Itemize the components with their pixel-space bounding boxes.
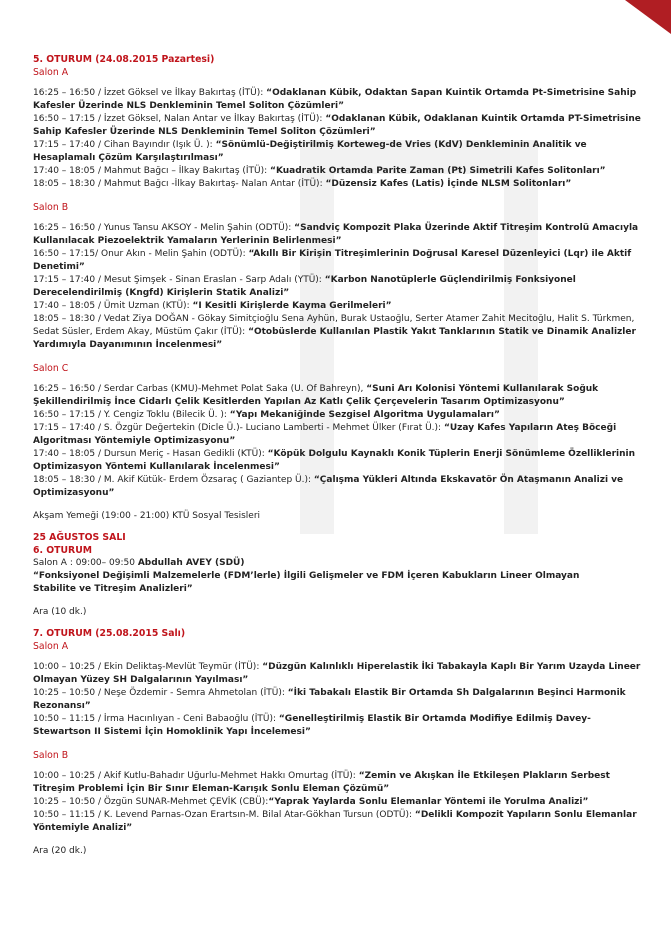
program-entry: 17:40 – 18:05 / Dursun Meriç - Hasan Gedikli (KTÜ): “Köpük Dolgulu Kaynaklı Konik Tüplerin Enerji Sönümleme Özelliklerinin Optimizasyon Yöntemi Kullanılarak İncelenmesi” [33, 449, 636, 472]
salon-b-label: Salon B [33, 202, 69, 213]
program-entry: 18:05 – 18:30 / M. Akif Kütük- Erdem Özsaraç ( Gaziantep Ü.): “Çalışma Yükleri Altında Ekskavatör Ön Ataşmanın Analizi ve Optimizasyonu” [33, 475, 624, 498]
program-entry: 16:25 – 16:50 / Serdar Carbas (KMU)-Mehmet Polat Saka (U. Of Bahreyn), “Suni Arı Kolonisi Yöntemi Kullanılarak Soğuk Şekillendirilmiş İnce Cidarlı Çelik Kesitlerden Yapılan Az Katlı Çelik Çerçevelerin Tasarım Optimizasyonu” [33, 384, 599, 407]
salon-a-label: Salon A [33, 67, 69, 78]
program-entry: 10:50 – 11:15 / K. Levend Parnas-Ozan Erartsın-M. Bilal Atar-Gökhan Tursun (ODTÜ): “Delikli Kompozit Yapıların Sonlu Elemanlar Yöntemiyle Analizi” [33, 810, 637, 833]
session-5-title: 5. OTURUM (24.08.2015 Pazartesi) [33, 54, 215, 65]
program-entry: 17:15 – 17:40 / Mesut Şimşek - Sinan Eraslan - Sarp Adalı (YTÜ): “Karbon Nanotüplerle Güçlendirilmiş Fonksiyonel Derecelendirilmiş (Kngfd) Kirişlerin Statik Analizi” [33, 275, 576, 298]
program-entry: 16:50 – 17:15 / Y. Cengiz Toklu (Bilecik Ü. ): “Yapı Mekaniğinde Sezgisel Algoritma Uygulamaları” [33, 410, 500, 420]
program-entry: 10:00 – 10:25 / Akif Kutlu-Bahadır Uğurlu-Mehmet Hakkı Omurtag (İTÜ): “Zemin ve Akışkan İle Etkileşen Plakların Serbest Titreşim Problemi İçin Bir Sınır Eleman-Karışık Sonlu Eleman Çözümü” [33, 771, 610, 794]
break-note: Ara (20 dk.) [33, 846, 87, 856]
program-entry: 17:40 – 18:05 / Mahmut Bağcı – İlkay Bakırtaş (İTÜ): “Kuadratik Ortamda Parite Zaman (Pt) Simetrili Kafes Solitonları” [33, 166, 606, 176]
keynote-line: Salon A : 09:00– 09:50 Abdullah AVEY (SDÜ) [33, 558, 245, 568]
program-entry: 16:50 – 17:15 / İzzet Göksel, Nalan Antar ve İlkay Bakırtaş (İTÜ): “Odaklanan Kübik, Odaklanan Kuintik Ortamda PT-Simetrisine Sahip Kafesler Üzerinde NLS Denkleminin Temel Soliton Çözümleri” [33, 114, 641, 137]
day-title: 25 AĞUSTOS SALI [33, 532, 126, 543]
session-7-title: 7. OTURUM (25.08.2015 Salı) [33, 628, 186, 639]
dinner-note: Akşam Yemeği (19:00 - 21:00) KTÜ Sosyal Tesisleri [33, 511, 261, 521]
keynote-title-cont: Stabilite ve Titreşim Analizleri” [33, 584, 193, 594]
program-entry: 17:15 – 17:40 / Cihan Bayındır (Işık Ü. ): “Sönümlü-Değiştirilmiş Korteweg-de Vries (KdV) Denkleminin Analitik ve Hesaplamalı Çözüm Karşılaştırılması” [33, 140, 587, 163]
program-entry: 17:15 – 17:40 / S. Özgür Değertekin (Dicle Ü.)- Luciano Lamberti - Mehmet Ülker (Fırat Ü.): “Uzay Kafes Yapıların Ateş Böceği Algoritması Yöntemiyle Optimizasyonu” [33, 423, 617, 446]
program-entry: 18:05 – 18:30 / Vedat Ziya DOĞAN - Gökay Simitçioğlu Sena Ayhün, Burak Ustaoğlu, Serter Atamer Zahit Mecitoğlu, Halit S. Türkmen, Sedat Süsler, Erdem Akay, Müstüm Çakır (İTÜ): “Otobüslerde Kullanılan Plastik Yakıt Tanklarının Statik ve Dinamik Analizler Yardımıyla Dayanımının İncelenmesi” [33, 314, 636, 350]
program-entry: 17:40 – 18:05 / Ümit Uzman (KTÜ): “I Kesitli Kirişlerde Kayma Gerilmeleri” [33, 301, 392, 311]
break-note: Ara (10 dk.) [33, 607, 87, 617]
program-entry: 16:50 – 17:15/ Onur Akın - Melin Şahin (ODTÜ): “Akıllı Bir Kirişin Titreşimlerinin Doğrusal Karesel Düzenleyici (Lqr) ile Aktif Denetimi” [33, 249, 632, 272]
salon-a-label: Salon A [33, 641, 69, 652]
program-entry: 18:05 – 18:30 / Mahmut Bağcı -İlkay Bakırtaş- Nalan Antar (İTÜ): “Düzensiz Kafes (Latis) İçinde NLSM Solitonları” [33, 179, 572, 189]
salon-c-label: Salon C [33, 363, 69, 374]
keynote-title: “Fonksiyonel Değişimli Malzemelerle (FDM’lerle) İlgili Gelişmeler ve FDM İçeren Kabukların Lineer Olmayan [33, 571, 580, 581]
program-entry: 10:00 – 10:25 / Ekin Deliktaş-Mevlüt Teymür (İTÜ): “Düzgün Kalınlıklı Hiperelastik İki Tabakayla Kaplı Bir Yarım Uzayda Lineer Olmayan Yüzey SH Dalgalarının Yayılması” [33, 662, 641, 685]
corner-accent [625, 0, 671, 34]
program-content [33, 53, 643, 858]
program-entry: 10:50 – 11:15 / İrma Hacınlıyan - Ceni Babaoğlu (İTÜ): “Genelleştirilmiş Elastik Bir Ortamda Modifiye Edilmiş Davey-Stewartson II Sistemi İçin Homoklinik Yapı İncelemesi” [33, 714, 591, 737]
program-entry: 16:25 – 16:50 / Yunus Tansu AKSOY - Melin Şahin (ODTÜ): “Sandviç Kompozit Plaka Üzerinde Aktif Titreşim Kontrolü Amacıyla Kullanılacak Piezoelektrik Yamaların Yerlerinin Belirlenmesi” [33, 223, 639, 246]
session-6-title: 6. OTURUM [33, 545, 92, 556]
salon-b-label: Salon B [33, 750, 69, 761]
program-entry: 10:25 – 10:50 / Özgün SUNAR-Mehmet ÇEVİK (CBÜ):“Yaprak Yaylarda Sonlu Elemanlar Yöntemi ile Yorulma Analizi” [33, 797, 589, 807]
program-entry: 10:25 – 10:50 / Neşe Özdemir - Semra Ahmetolan (İTÜ): “İki Tabakalı Elastik Bir Ortamda Sh Dalgalarının Beşinci Harmonik Rezonansı” [33, 688, 626, 711]
program-entry: 16:25 – 16:50 / İzzet Göksel ve İlkay Bakırtaş (İTÜ): “Odaklanan Kübik, Odaktan Sapan Kuintik Ortamda Pt-Simetrisine Sahip Kafesler Üzerinde NLS Denkleminin Temel Soliton Çözümleri” [33, 88, 637, 111]
